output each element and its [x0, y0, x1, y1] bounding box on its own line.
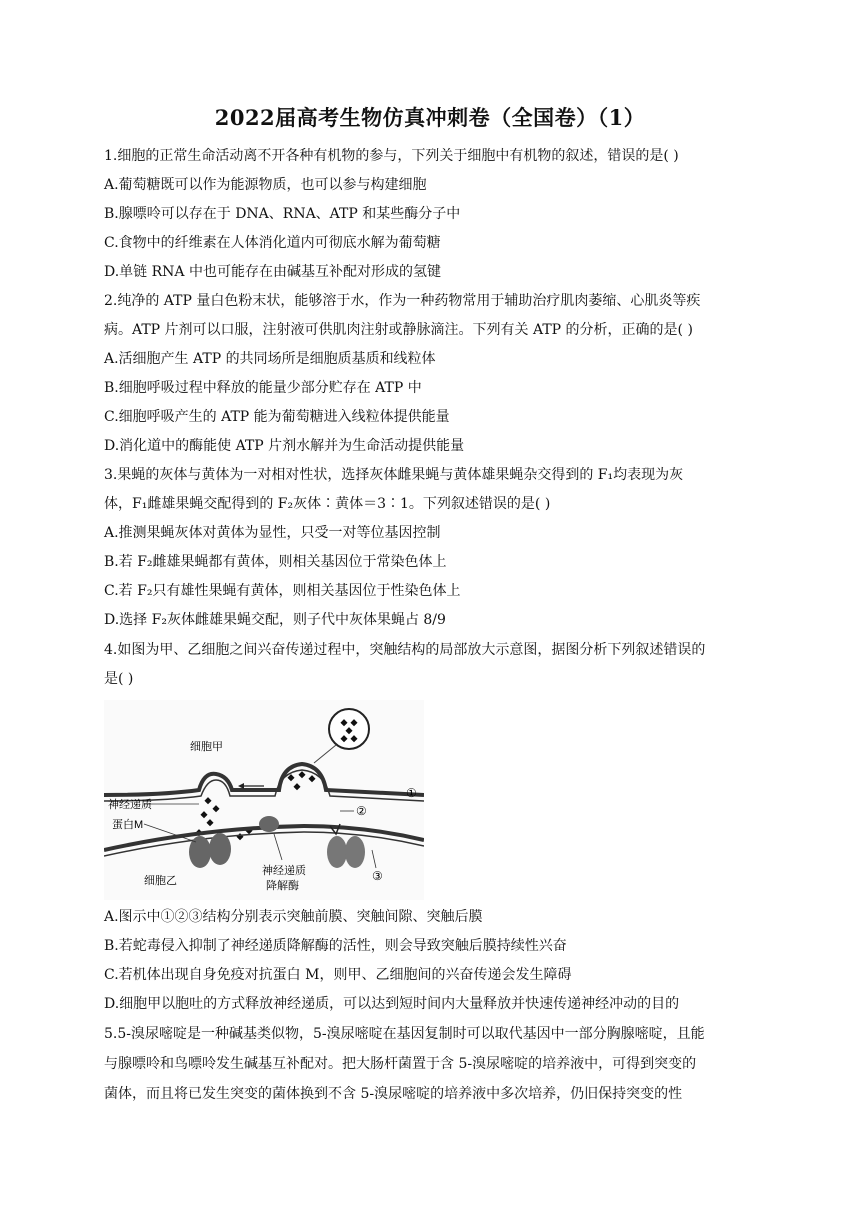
- q3-option-b: B.若 F₂雌雄果蝇都有黄体，则相关基因位于常染色体上: [104, 554, 447, 570]
- q4-option-a: A.图示中①②③结构分别表示突触前膜、突触间隙、突触后膜: [104, 909, 483, 925]
- label-cell-b: 细胞乙: [144, 875, 177, 887]
- q3-option-a: A.推测果蝇灰体对黄体为显性，只受一对等位基因控制: [104, 525, 441, 541]
- page-title: 2022届高考生物仿真冲刺卷（全国卷）（1）: [214, 105, 646, 130]
- label-enzyme-line2: 降解酶: [266, 880, 299, 892]
- q5-line2: 与腺嘌呤和鸟嘌呤发生碱基互补配对。把大肠杆菌置于含 5-溴尿嘧啶的培养液中，可得到突变的: [104, 1056, 697, 1072]
- q1-option-b: B.腺嘌呤可以存在于 DNA、RNA、ATP 和某些酶分子中: [104, 206, 461, 222]
- q1-option-a: A.葡萄糖既可以作为能源物质，也可以参与构建细胞: [104, 177, 427, 193]
- q3-stem-line2: 体，F₁雌雄果蝇交配得到的 F₂灰体∶黄体＝3∶1。下列叙述错误的是( ): [104, 496, 551, 512]
- synapse-diagram: [104, 700, 424, 900]
- q3-option-d: D.选择 F₂灰体雌雄果蝇交配，则子代中灰体果蝇占 8/9: [104, 612, 446, 628]
- q3-stem-line1: 3.果蝇的灰体与黄体为一对相对性状，选择灰体雌果蝇与黄体雄果蝇杂交得到的 F₁均表现为灰: [104, 467, 684, 483]
- q4-stem-line1: 4.如图为甲、乙细胞之间兴奋传递过程中，突触结构的局部放大示意图，据图分析下列叙述错误的: [104, 642, 706, 658]
- q2-stem-line1: 2.纯净的 ATP 量白色粉末状，能够溶于水，作为一种药物常用于辅助治疗肌肉萎缩、心肌炎等疾: [104, 293, 701, 309]
- q2-stem-line2: 病。ATP 片剂可以口服，注射液可供肌肉注射或静脉滴注。下列有关 ATP 的分析，正确的是( ): [104, 322, 693, 338]
- q2-option-b: B.细胞呼吸过程中释放的能量少部分贮存在 ATP 中: [104, 380, 422, 396]
- q1-option-c: C.食物中的纤维素在人体消化道内可彻底水解为葡萄糖: [104, 235, 441, 251]
- label-cell-a: 细胞甲: [190, 741, 223, 753]
- q5-line3: 菌体，而且将已发生突变的菌体换到不含 5-溴尿嘧啶的培养液中多次培养，仍旧保持突变的性: [104, 1086, 683, 1102]
- q2-option-a: A.活细胞产生 ATP 的共同场所是细胞质基质和线粒体: [104, 351, 436, 367]
- label-enzyme-line1: 神经递质: [262, 865, 306, 877]
- q2-option-d: D.消化道中的酶能使 ATP 片剂水解并为生命活动提供能量: [104, 438, 465, 454]
- marker-3: ③: [372, 869, 383, 883]
- q2-option-c: C.细胞呼吸产生的 ATP 能为葡萄糖进入线粒体提供能量: [104, 409, 450, 425]
- q4-stem-line2: 是( ): [104, 671, 134, 687]
- q4-option-b: B.若蛇毒侵入抑制了神经递质降解酶的活性，则会导致突触后膜持续性兴奋: [104, 938, 567, 954]
- q5-line1: 5.5-溴尿嘧啶是一种碱基类似物，5-溴尿嘧啶在基因复制时可以取代基因中一部分胸腺嘧啶，且能: [104, 1026, 705, 1042]
- label-protein-m: 蛋白M: [112, 819, 144, 831]
- q1-option-d: D.单链 RNA 中也可能存在由碱基互补配对形成的氢键: [104, 264, 441, 280]
- q4-option-d: D.细胞甲以胞吐的方式释放神经递质，可以达到短时间内大量释放并快速传递神经冲动的目的: [104, 996, 680, 1012]
- marker-2: ②: [356, 804, 367, 818]
- marker-1: ①: [406, 786, 417, 800]
- q4-option-c: C.若机体出现自身免疫对抗蛋白 M，则甲、乙细胞间的兴奋传递会发生障碍: [104, 967, 572, 983]
- q3-option-c: C.若 F₂只有雄性果蝇有黄体，则相关基因位于性染色体上: [104, 583, 461, 599]
- label-transmitter: 神经递质: [108, 799, 152, 811]
- q1-stem: 1.细胞的正常生命活动离不开各种有机物的参与，下列关于细胞中有机物的叙述，错误的是( ): [104, 148, 679, 164]
